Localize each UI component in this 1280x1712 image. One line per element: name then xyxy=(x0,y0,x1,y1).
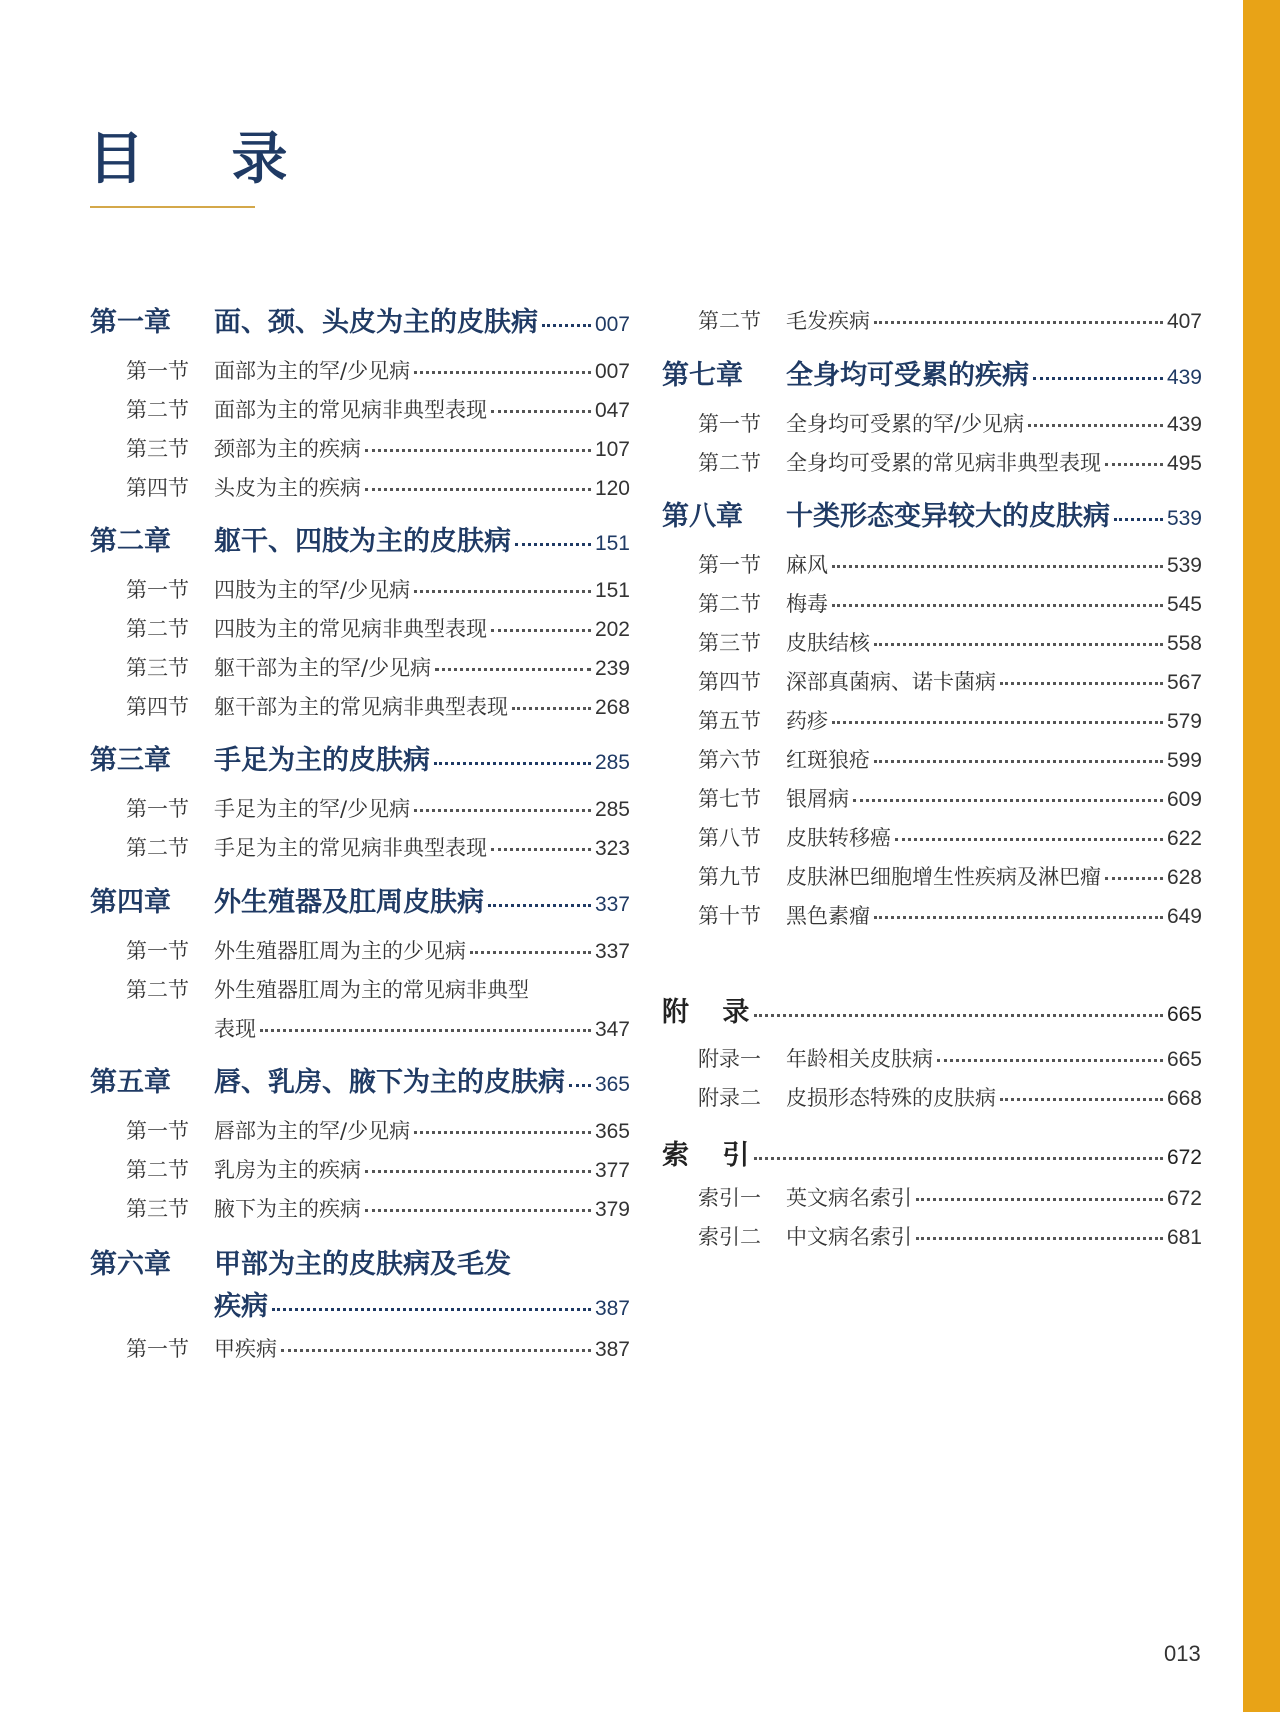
toc-section[interactable]: 第九节 皮肤淋巴细胞增生性疾病及淋巴瘤 628 xyxy=(698,865,1202,889)
toc-chapter[interactable]: 第五章 唇、乳房、腋下为主的皮肤病 365 xyxy=(90,1067,630,1098)
toc-section[interactable]: 第三节 躯干部为主的罕/少见病 239 xyxy=(126,656,630,680)
toc-section[interactable]: 第二节 梅毒 545 xyxy=(698,592,1202,616)
toc-section[interactable]: 第十节 黑色素瘤 649 xyxy=(698,904,1202,928)
toc-appendix-heading[interactable]: 附 录 665 xyxy=(662,997,1202,1028)
toc-chapter[interactable]: 第八章 十类形态变异较大的皮肤病 539 xyxy=(662,501,1202,532)
toc-section[interactable]: 第三节 颈部为主的疾病 107 xyxy=(126,437,630,461)
toc-section[interactable]: 第一节 甲疾病 387 xyxy=(126,1337,630,1361)
toc-chapter[interactable]: 第七章 全身均可受累的疾病 439 xyxy=(662,360,1202,391)
toc-section[interactable]: 第六节 红斑狼疮 599 xyxy=(698,748,1202,772)
toc-chapter[interactable]: 第三章 手足为主的皮肤病 285 xyxy=(90,745,630,776)
toc-section[interactable]: 第一节 外生殖器肛周为主的少见病 337 xyxy=(126,939,630,963)
page-title: 目 录 xyxy=(88,127,322,192)
toc-chapter[interactable]: 第二章 躯干、四肢为主的皮肤病 151 xyxy=(90,526,630,557)
toc-section[interactable]: 第二节 手足为主的常见病非典型表现 323 xyxy=(126,836,630,860)
toc-section[interactable]: 第七节 银屑病 609 xyxy=(698,787,1202,811)
toc-section[interactable]: 第四节 躯干部为主的常见病非典型表现 268 xyxy=(126,695,630,719)
toc-section[interactable]: 第八节 皮肤转移癌 622 xyxy=(698,826,1202,850)
toc-section[interactable]: 第二节 面部为主的常见病非典型表现 047 xyxy=(126,398,630,422)
title-underline xyxy=(90,206,255,208)
toc-section[interactable]: 第三节 腋下为主的疾病 379 xyxy=(126,1197,630,1221)
toc-section[interactable]: 第二节 毛发疾病 407 xyxy=(698,309,1202,333)
toc-section[interactable]: 第四节 头皮为主的疾病 120 xyxy=(126,476,630,500)
toc-chapter-continuation[interactable]: 疾病 387 xyxy=(214,1291,630,1322)
toc-section[interactable]: 第二节 四肢为主的常见病非典型表现 202 xyxy=(126,617,630,641)
toc-section[interactable]: 第二节 外生殖器肛周为主的常见病非典型 xyxy=(126,978,529,1002)
toc-section[interactable]: 第三节 皮肤结核 558 xyxy=(698,631,1202,655)
toc-section[interactable]: 第一节 全身均可受累的罕/少见病 439 xyxy=(698,412,1202,436)
toc-section[interactable]: 第二节 乳房为主的疾病 377 xyxy=(126,1158,630,1182)
toc-section[interactable]: 第一节 手足为主的罕/少见病 285 xyxy=(126,797,630,821)
toc-section[interactable]: 第四节 深部真菌病、诺卡菌病 567 xyxy=(698,670,1202,694)
toc-chapter[interactable]: 第六章 甲部为主的皮肤病及毛发 xyxy=(90,1249,511,1280)
toc-section[interactable]: 第一节 四肢为主的罕/少见病 151 xyxy=(126,578,630,602)
toc-section[interactable]: 第二节 全身均可受累的常见病非典型表现 495 xyxy=(698,451,1202,475)
toc-chapter[interactable]: 第四章 外生殖器及肛周皮肤病 337 xyxy=(90,887,630,918)
toc-section[interactable]: 第一节 面部为主的罕/少见病 007 xyxy=(126,359,630,383)
toc-index-item[interactable]: 索引一 英文病名索引 672 xyxy=(698,1186,1202,1210)
toc-index-heading[interactable]: 索 引 672 xyxy=(662,1140,1202,1171)
toc-index-item[interactable]: 索引二 中文病名索引 681 xyxy=(698,1225,1202,1249)
toc-appendix-item[interactable]: 附录一 年龄相关皮肤病 665 xyxy=(698,1047,1202,1071)
toc-appendix-item[interactable]: 附录二 皮损形态特殊的皮肤病 668 xyxy=(698,1086,1202,1110)
toc-chapter[interactable]: 第一章 面、颈、头皮为主的皮肤病 007 xyxy=(90,307,630,338)
toc-section[interactable]: 第一节 唇部为主的罕/少见病 365 xyxy=(126,1119,630,1143)
page-number: 013 xyxy=(1164,1641,1201,1666)
toc-section[interactable]: 第五节 药疹 579 xyxy=(698,709,1202,733)
side-accent-bar xyxy=(1243,0,1280,1712)
toc-section[interactable]: 第一节 麻风 539 xyxy=(698,553,1202,577)
toc-section-continuation[interactable]: 表现 347 xyxy=(214,1017,630,1041)
